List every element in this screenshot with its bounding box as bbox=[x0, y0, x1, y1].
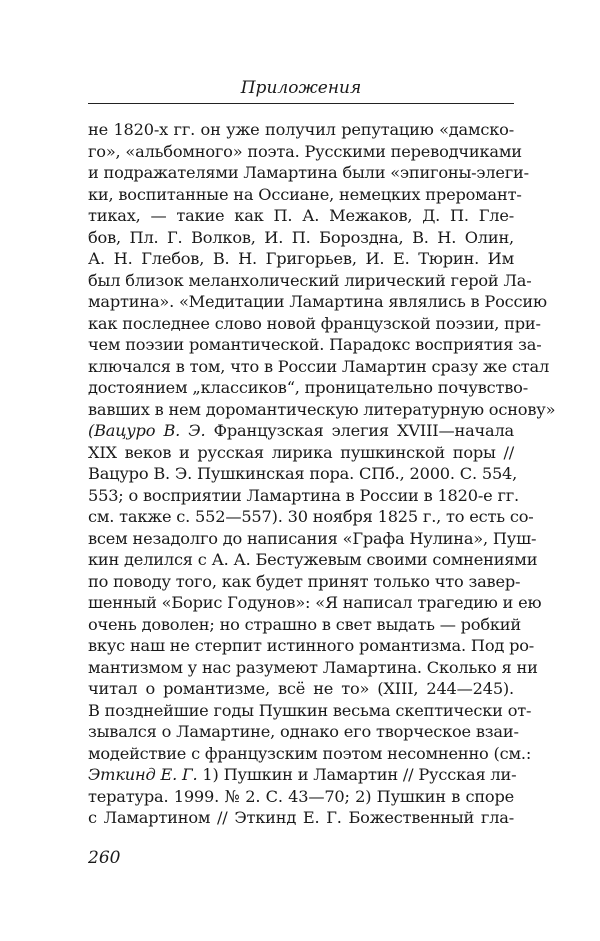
line-text: чем поэзии романтической. Парадокс восприятия за- bbox=[88, 335, 542, 354]
text-line bbox=[88, 248, 514, 270]
text-line bbox=[88, 678, 514, 700]
line-text: XIX веков и русская лирика пушкинской поры // bbox=[88, 442, 514, 462]
line-text: очень доволен; но страшно в свет выдать — робкий bbox=[88, 614, 521, 634]
line-text: мартина». «Медитации Ламартина являлись в Россию bbox=[88, 292, 547, 311]
italic-author: (Вацуро В. Э. bbox=[88, 421, 206, 440]
header-rule bbox=[88, 103, 514, 104]
body-text bbox=[88, 119, 556, 829]
text-line bbox=[88, 356, 550, 378]
line-text: тература. 1999. № 2. С. 43—70; 2) Пушкин в споре bbox=[88, 786, 514, 806]
text-line bbox=[88, 205, 514, 227]
line-text: го», «альбомного» поэта. Русскими переводчиками bbox=[88, 141, 522, 161]
text-line bbox=[88, 635, 535, 657]
line-text: тиках, — такие как П. А. Межаков, Д. П. Гле- bbox=[88, 206, 514, 225]
line-text: по поводу того, как будет принят только что завер- bbox=[88, 571, 521, 591]
text-line bbox=[88, 162, 529, 184]
line-text: как последнее слово новой французской поэзии, при- bbox=[88, 313, 541, 333]
text-line bbox=[88, 657, 538, 679]
line-text: всем незадолго до написания «Графа Нулина», Пуш- bbox=[88, 528, 537, 548]
line-text: Вацуро В. Э. Пушкинская пора. СПб., 2000. С. 554, bbox=[88, 464, 518, 483]
page-number: 260 bbox=[88, 848, 121, 868]
text-line bbox=[88, 313, 541, 335]
line-text: ки, воспитанные на Оссиане, немецких преромант- bbox=[88, 184, 522, 204]
text-line bbox=[88, 334, 542, 356]
line-text: и подражателями Ламартина были «эпигоны-элеги- bbox=[88, 163, 529, 182]
line-text: Французская элегия XVIII—начала bbox=[205, 421, 515, 440]
line-text: кин делился с А. А. Бестужевым своими сомнениями bbox=[88, 550, 538, 569]
line-text: шенный «Борис Годунов»: «Я написал трагедию и ею bbox=[88, 593, 542, 612]
line-text: был близок меланхолический лирический герой Ла- bbox=[88, 270, 532, 290]
line-text: 553; о восприятии Ламартина в России в 1820-е гг. bbox=[88, 485, 519, 505]
line-text: В позднейшие годы Пушкин весьма скептически от- bbox=[88, 700, 532, 720]
line-text: мантизмом у нас разумеют Ламартина. Сколько я ни bbox=[88, 657, 538, 677]
line-text: с Ламартином // Эткинд Е. Г. Божественный гла- bbox=[88, 808, 514, 827]
line-text: не 1820-х гг. он уже получил репутацию «дамско- bbox=[88, 120, 514, 139]
text-line bbox=[88, 399, 556, 421]
text-line bbox=[88, 764, 517, 786]
text-line bbox=[88, 119, 514, 141]
line-text: достоянием „классиков“, проницательно почувство- bbox=[88, 378, 528, 397]
text-line bbox=[88, 721, 519, 743]
line-text: 1) Пушкин и Ламартин // Русская ли- bbox=[197, 765, 517, 784]
line-text: вавших в нем доромантическую литературную основу» bbox=[88, 399, 556, 419]
line-text: бов, Пл. Г. Волков, И. П. Бороздна, В. Н. Олин, bbox=[88, 227, 514, 247]
text-line bbox=[88, 442, 514, 464]
running-header: Приложения bbox=[240, 78, 362, 98]
text-line bbox=[88, 614, 521, 636]
text-line bbox=[88, 141, 522, 163]
text-line bbox=[88, 270, 532, 292]
text-line bbox=[88, 700, 532, 722]
line-text: читал о романтизме, всё не то» (XIII, 244—245). bbox=[88, 679, 514, 698]
line-text: А. Н. Глебов, В. Н. Григорьев, И. Е. Тюрин. Им bbox=[88, 249, 514, 268]
line-text: ключался в том, что в России Ламартин сразу же стал bbox=[88, 356, 550, 376]
italic-author: Эткинд Е. Г. bbox=[88, 765, 198, 784]
text-line bbox=[88, 227, 514, 249]
line-text: см. также с. 552—557). 30 ноября 1825 г., то есть со- bbox=[88, 507, 534, 526]
line-text: зывался о Ламартине, однако его творческое взаи- bbox=[88, 722, 519, 741]
text-line bbox=[88, 463, 518, 485]
text-line bbox=[88, 485, 519, 507]
line-text: вкус наш не стерпит истинного романтизма. Под ро- bbox=[88, 636, 535, 655]
text-line bbox=[88, 420, 514, 442]
text-line bbox=[88, 291, 547, 313]
text-line bbox=[88, 571, 521, 593]
text-line bbox=[88, 377, 528, 399]
text-line bbox=[88, 549, 538, 571]
text-line bbox=[88, 743, 532, 765]
text-line bbox=[88, 592, 542, 614]
text-line bbox=[88, 786, 514, 808]
text-line bbox=[88, 528, 537, 550]
text-line bbox=[88, 184, 522, 206]
line-text: модействие с французским поэтом несомненно (см.: bbox=[88, 743, 532, 763]
text-line bbox=[88, 506, 534, 528]
text-line bbox=[88, 807, 514, 829]
